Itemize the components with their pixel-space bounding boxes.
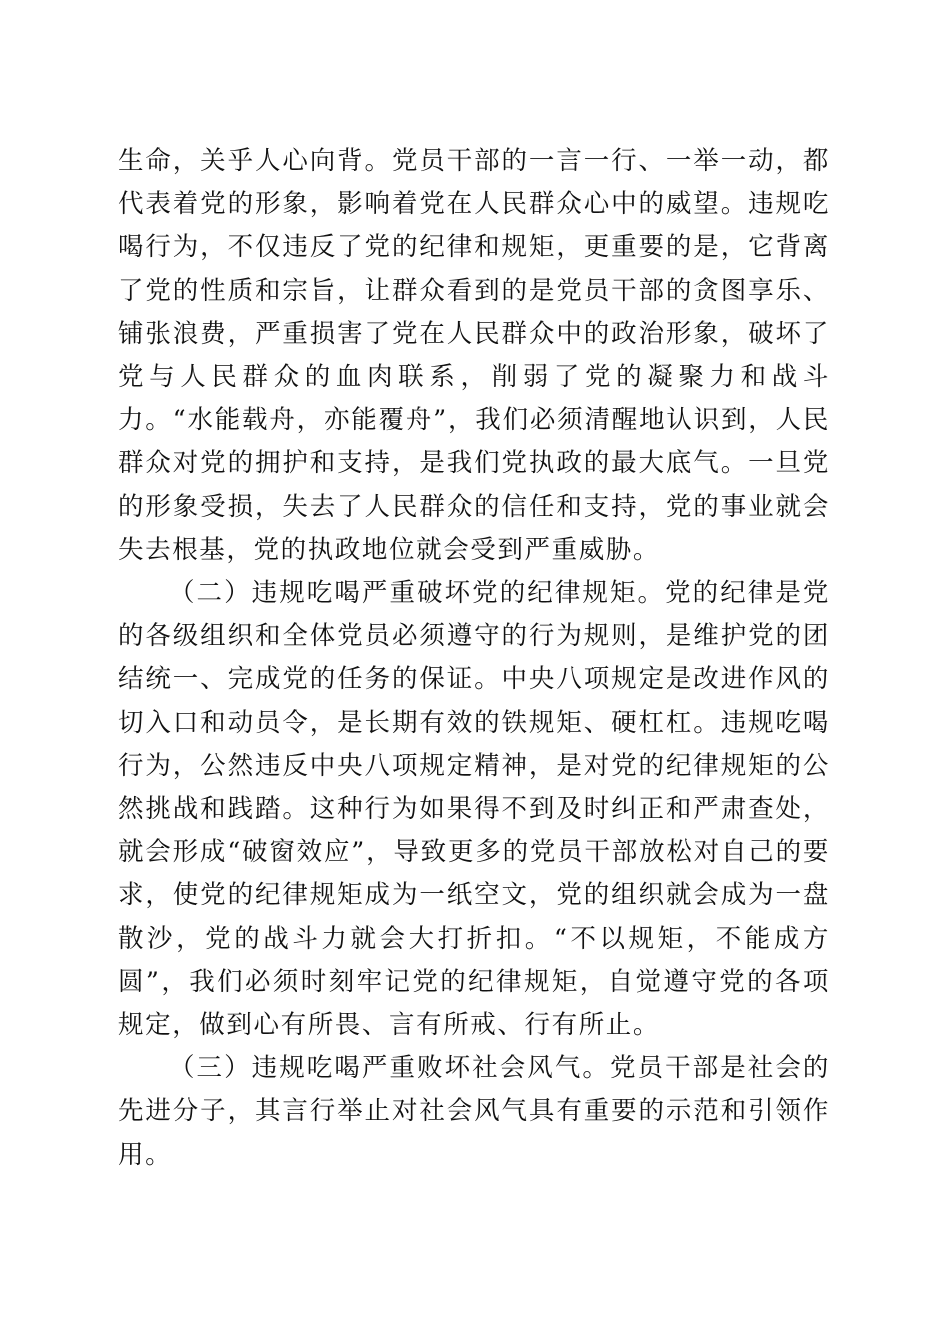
paragraph-continuation — [118, 140, 830, 572]
paragraph-section-2 — [118, 572, 830, 1047]
section-heading: （二）违规吃喝严重破坏党的纪律规矩。 — [169, 578, 666, 609]
section-heading: （三）违规吃喝严重败坏社会风气。 — [169, 1053, 610, 1084]
paragraph-section-3 — [118, 1047, 830, 1177]
paragraph-text: 生命，关乎人心向背。党员干部的一言一行、一举一动，都代表着党的形象，影响着党在人民群众心中的威望。违规吃喝行为，不仅违反了党的纪律和规矩，更重要的是，它背离了党的性质和宗旨，让群众看到的是党员干部的贪图享乐、铺张浪费，严重损害了党在人民群众中的政治形象，破坏了党与人民群众的血肉联系，削弱了党的凝聚力和战斗力。“水能载舟，亦能覆舟”，我们必须清醒地认识到，人民群众对党的拥护和支持，是我们党执政的最大底气。一旦党的形象受损，失去了人民群众的信任和支持，党的事业就会失去根基，党的执政地位就会受到严重威胁。 — [118, 146, 830, 565]
document-body — [118, 140, 830, 1177]
paragraph-text: 党员干部是社会的先进分子，其言行举止对社会风气具有重要的示范和引领作用。 — [118, 1053, 830, 1170]
paragraph-text: 党的纪律是党的各级组织和全体党员必须遵守的行为规则，是维护党的团结统一、完成党的任务的保证。中央八项规定是改进作风的切入口和动员令，是长期有效的铁规矩、硬杠杠。违规吃喝行为，公然违反中央八项规定精神，是对党的纪律规矩的公然挑战和践踏。这种行为如果得不到及时纠正和严肃查处，就会形成“破窗效应”，导致更多的党员干部放松对自己的要求，使党的纪律规矩成为一纸空文，党的组织就会成为一盘散沙，党的战斗力就会大打折扣。“不以规矩，不能成方圆”，我们必须时刻牢记党的纪律规矩，自觉遵守党的各项规定，做到心有所畏、言有所戒、行有所止。 — [118, 578, 830, 1041]
